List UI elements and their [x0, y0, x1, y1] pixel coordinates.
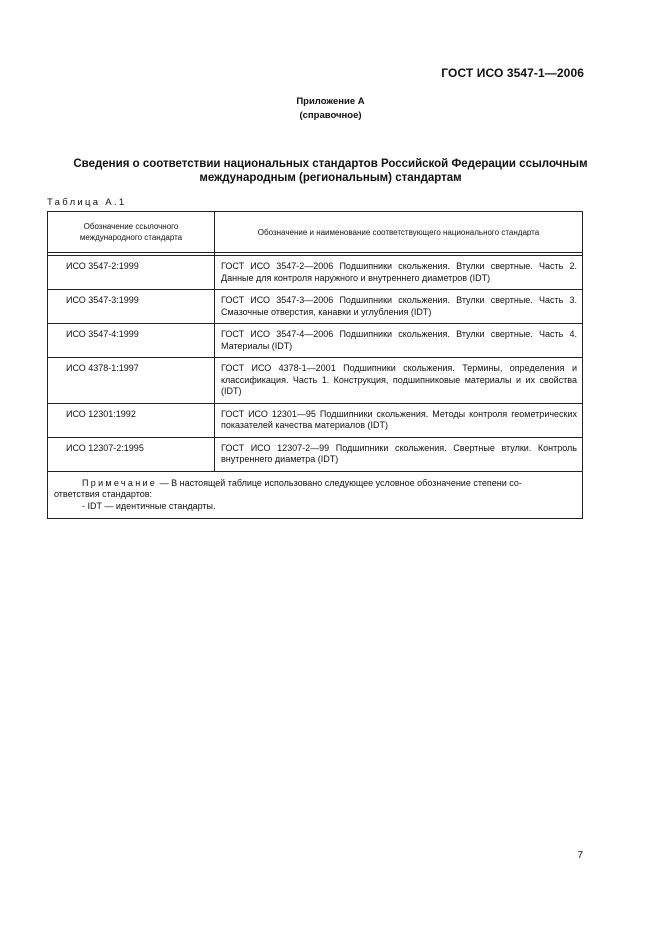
appendix-subtitle: (справочное) [299, 110, 362, 121]
section-title-line-1: Сведения о соответствии национальных стандартов Российской Федерации ссылочным [73, 158, 588, 170]
table-note [48, 471, 583, 519]
table-label: Таблица А.1 [47, 197, 127, 208]
note-text-line-2: ответствия стандартов: [54, 489, 153, 499]
section-title-line-2: международным (региональным) стандартам [199, 172, 462, 184]
intl-standard-cell: ИСО 12307-2:1995 [48, 437, 215, 471]
table-row [48, 437, 583, 471]
national-standard-cell: ГОСТ ИСО 3547-4—2006 Подшипники скольжения. Втулки свертные. Часть 4. Материалы (IDT) [215, 324, 583, 358]
intl-standard-cell: ИСО 3547-2:1999 [48, 256, 215, 290]
table-row [48, 324, 583, 358]
header-national-standard: Обозначение и наименование соответствующего национального стандарта [215, 212, 583, 253]
header-intl-standard: Обозначение ссылочного международного стандарта [48, 212, 215, 253]
standards-table [47, 211, 583, 519]
note-text-line-1: — В настоящей таблице использовано следующее условное обозначение степени со- [157, 477, 522, 488]
national-standard-cell: ГОСТ ИСО 3547-3—2006 Подшипники скольжения. Втулки свертные. Часть 3. Смазочные отверстия, канавки и углубления (IDT) [215, 290, 583, 324]
table-row [48, 290, 583, 324]
section-title [40, 157, 621, 185]
table-note-row [48, 471, 583, 519]
table-row [48, 256, 583, 290]
page-number: 7 [577, 850, 583, 861]
table-row [48, 358, 583, 404]
national-standard-cell: ГОСТ ИСО 3547-2—2006 Подшипники скольжения. Втулки свертные. Часть 2. Данные для контроля наружного и внутреннего диаметров (IDT) [215, 256, 583, 290]
intl-standard-cell: ИСО 3547-3:1999 [48, 290, 215, 324]
table-header-row [48, 212, 583, 253]
note-label: Примечание [82, 477, 158, 488]
appendix-heading [0, 95, 661, 123]
note-item: - IDT — идентичные стандарты. [82, 500, 216, 511]
intl-standard-cell: ИСО 4378-1:1997 [48, 358, 215, 404]
document-code: ГОСТ ИСО 3547-1—2006 [441, 66, 584, 80]
intl-standard-cell: ИСО 3547-4:1999 [48, 324, 215, 358]
intl-standard-cell: ИСО 12301:1992 [48, 403, 215, 437]
appendix-title: Приложение А [296, 96, 365, 107]
national-standard-cell: ГОСТ ИСО 12307-2—99 Подшипники скольжения. Свертные втулки. Контроль внутреннего диаметра (IDT) [215, 437, 583, 471]
national-standard-cell: ГОСТ ИСО 4378-1—2001 Подшипники скольжения. Термины, определения и классификация. Часть 1. Конструкция, подшипниковые материалы и их свойства (IDT) [215, 358, 583, 404]
note-first-line [82, 478, 576, 490]
table-row [48, 403, 583, 437]
national-standard-cell: ГОСТ ИСО 12301—95 Подшипники скольжения. Методы контроля геометрических показателей качества материалов (IDT) [215, 403, 583, 437]
